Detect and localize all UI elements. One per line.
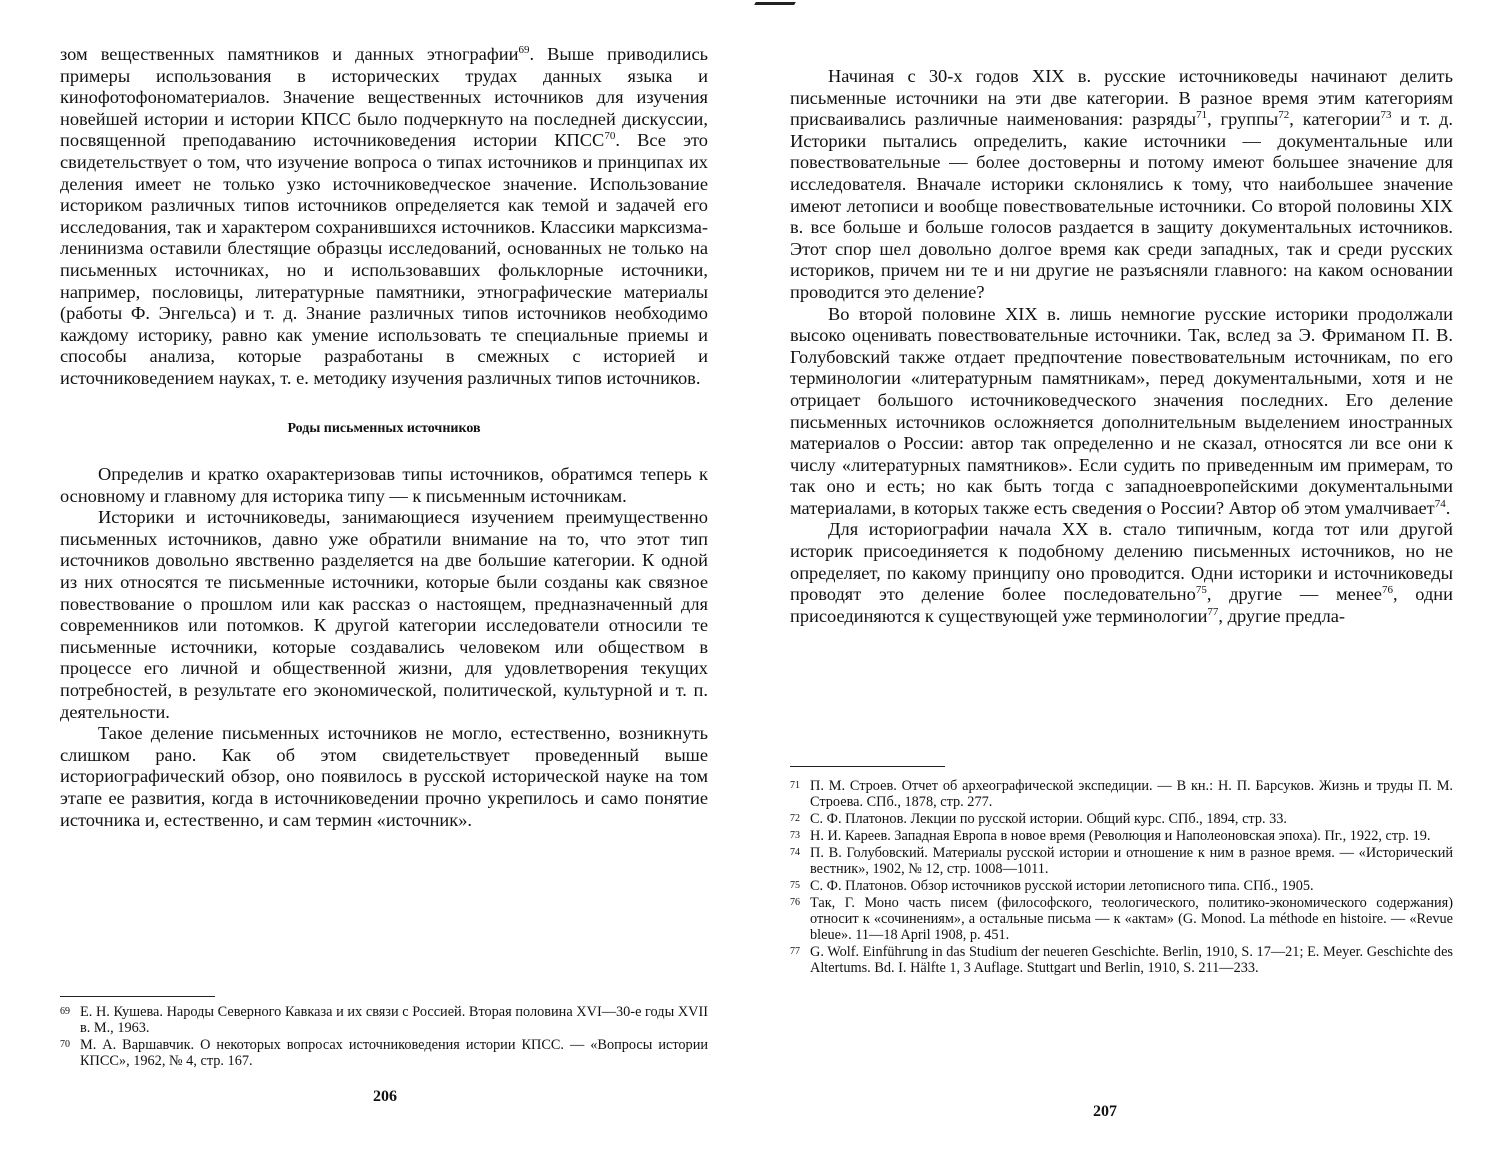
footnote: 73 Н. И. Кареев. Западная Европа в новое время (Революция и Наполеоновская эпоха). Пг., 1922, стр. 19. <box>790 828 1431 844</box>
footnote: 72 С. Ф. Платонов. Лекции по русской истории. Общий курс. СПб., 1894, стр. 33. <box>790 811 1288 827</box>
footnote-ref: 69 <box>518 43 530 56</box>
footnote-ref: 77 <box>1207 605 1219 618</box>
paragraph: Начиная с 30-х годов XIX в. русские источниковеды начинают делить письменные источники на эти две категории. В разное время этим категориям присваивались различные наименования: разряды$^{71}$, группы$^{72}$, категории$^{73}$ и т. д. Историки пытались определить, какие источники — документальные или повествовательные — более достоверны и потому имеют большее значение для исследователя. Вначале историки склонялись к тому, что наибольшее значение имеют летописи и вообще повествовательные источники. Со второй половины XIX в. все больше и больше голосов раздается в защиту документальных источников. Этот спор шел довольно долгое время как среди западных, так и среди русских историков, причем ни те и ни другие не разъясняли главного: на каком основании проводится это деление? <box>790 66 1453 302</box>
right-page <box>750 0 1500 1159</box>
paragraph: Для историографии начала XX в. стало типичным, когда тот или другой историк присоединяется к подобному делению письменных источников, но не определяет, по какому принципу оно проводится. Одни историки и источниковеды проводят это деление более последовательно$^{75}$, другие — менее$^{76}$, одни присоединяются к существующей уже терминологии$^{77}$, другие предла- <box>790 519 1453 626</box>
footnote: 76 Так, Г. Моно часть писем (философского, теологического, политико-экономического содержания) относит к «сочинениям», а остальные письма — к «актам» (G. Monod. La méthode en histoire. — «Revue bleue». 11—18 April 1908, p. 451. <box>790 895 1453 943</box>
footnote-separator <box>790 766 945 767</box>
footnote-ref: 76 <box>1381 584 1393 597</box>
footnote-ref: 70 <box>604 130 616 143</box>
left-body-text <box>60 44 708 831</box>
left-footnotes <box>60 1004 708 1070</box>
paragraph: Определив и кратко охарактеризовав типы источников, обратимся теперь к основному и главному для историка типу — к письменным источникам. <box>60 464 708 506</box>
paragraph: Историки и источниковеды, занимающиеся изучением преимущественно письменных источников, давно уже обратили внимание на то, что этот тип источников довольно явственно разделяется на две большие категории. К одной из них относятся те письменные источники, которые были созданы как связное повествование о прошлом или как рассказ о настоящем, предназначенный для современников или потомков. К другой категории исследователи относили те письменные источники, которые создавались человеком или обществом в процессе его личной и общественной жизни, для удовлетворения текущих потребностей, в результате его экономической, политической, культурной и т. п. деятельности. <box>60 507 708 722</box>
footnote-ref: 75 <box>1195 584 1207 597</box>
footnote: 69 Е. Н. Кушева. Народы Северного Кавказа и их связи с Россией. Вторая половина XVI—30-е годы XVII в. М., 1963. <box>60 1004 708 1036</box>
footnote-separator <box>60 996 215 997</box>
paragraph: Такое деление письменных источников не могло, естественно, возникнуть слишком рано. Как об этом свидетельствует проведенный выше историографический обзор, оно появилось в русской исторической науке на том этапе ее развития, когда в источниковедении прочно укрепилось и само понятие источника и, естественно, и сам термин «источник». <box>60 723 708 830</box>
right-footnotes <box>790 778 1453 977</box>
print-mark <box>754 2 796 5</box>
paragraph: Во второй половине XIX в. лишь немногие русские историки продолжали высоко оценивать повествовательные источники. Так, вслед за Э. Фриманом П. В. Голубовский также отдает предпочтение повествовательным источникам, по его терминологии «литературным памятникам», перед документальными, хотя и не отрицает большого источниковедческого значения последних. Его деление письменных источников осложняется дополнительным выделением иностранных материалов о России: автор так определенно и не сказал, относятся ли все они к числу «литературных памятников». Если судить по приведенным им примерам, то так оно и есть; но как быть тогда с западноевропейскими документальными материалами, в которых также есть сведения о России? Автор об этом умалчивает$^{74}$. <box>790 303 1453 518</box>
footnote: 71 П. М. Строев. Отчет об археографической экспедиции. — В кн.: Н. П. Барсуков. Жизнь и труды П. М. Строева. СПб., 1878, стр. 277. <box>790 778 1453 810</box>
page-number: 207 <box>1093 1103 1117 1120</box>
paragraph: зом вещественных памятников и данных этнографии$^{69}$. Выше приводились примеры использования в исторических трудах данных языка и кинофотофономатериалов. Значение вещественных источников для изучения новейшей истории и истории КПСС было подчеркнуто на последней дискуссии, посвященной преподаванию источниковедения истории КПСС$^{70}$. Все это свидетельствует о том, что изучение вопроса о типах источников и принципах их деления имеет не только узко источниковедческое значение. Использование историком различных типов источников определяется как темой и задачей его исследования, так и характером сохранившихся источников. Классики марксизма-ленинизма оставили блестящие образцы исследований, основанных не только на письменных источниках, но и использовавших фольклорные источники, например, пословицы, литературные памятники, этнографические материалы (работы Ф. Энгельса) и т. д. Знание различных типов источников необходимо каждому историку, равно как умение использовать те специальные приемы и способы анализа, которые разработаны в смежных с историей и источниковедением науках, т. е. методику изучения различных типов источников. <box>60 43 709 388</box>
footnote-ref: 71 <box>1196 109 1208 122</box>
page-number: 206 <box>373 1088 397 1105</box>
footnote: 74 П. В. Голубовский. Материалы русской истории и отношение к ним в разное время. — «Исторический вестник», 1902, № 12, стр. 1008—1011. <box>790 845 1453 877</box>
footnote-ref: 73 <box>1380 109 1392 122</box>
footnote: 75 С. Ф. Платонов. Обзор источников русской истории летописного типа. СПб., 1905. <box>790 878 1314 894</box>
right-body-text <box>790 66 1453 627</box>
footnote-ref: 74 <box>1434 497 1446 510</box>
footnote: 77 G. Wolf. Einführung in das Studium der neueren Geschichte. Berlin, 1910, S. 17—21; E. Meyer. Geschichte des Altertums. Bd. I. Hälfte 1, 3 Auflage. Stuttgart und Berlin, 1910, S. 211—233. <box>790 944 1453 976</box>
footnote-ref: 72 <box>1278 109 1290 122</box>
section-heading: Роды письменных источников <box>287 420 481 436</box>
footnote: 70 М. А. Варшавчик. О некоторых вопросах источниковедения истории КПСС. — «Вопросы истории КПСС», 1962, № 4, стр. 167. <box>60 1037 708 1069</box>
